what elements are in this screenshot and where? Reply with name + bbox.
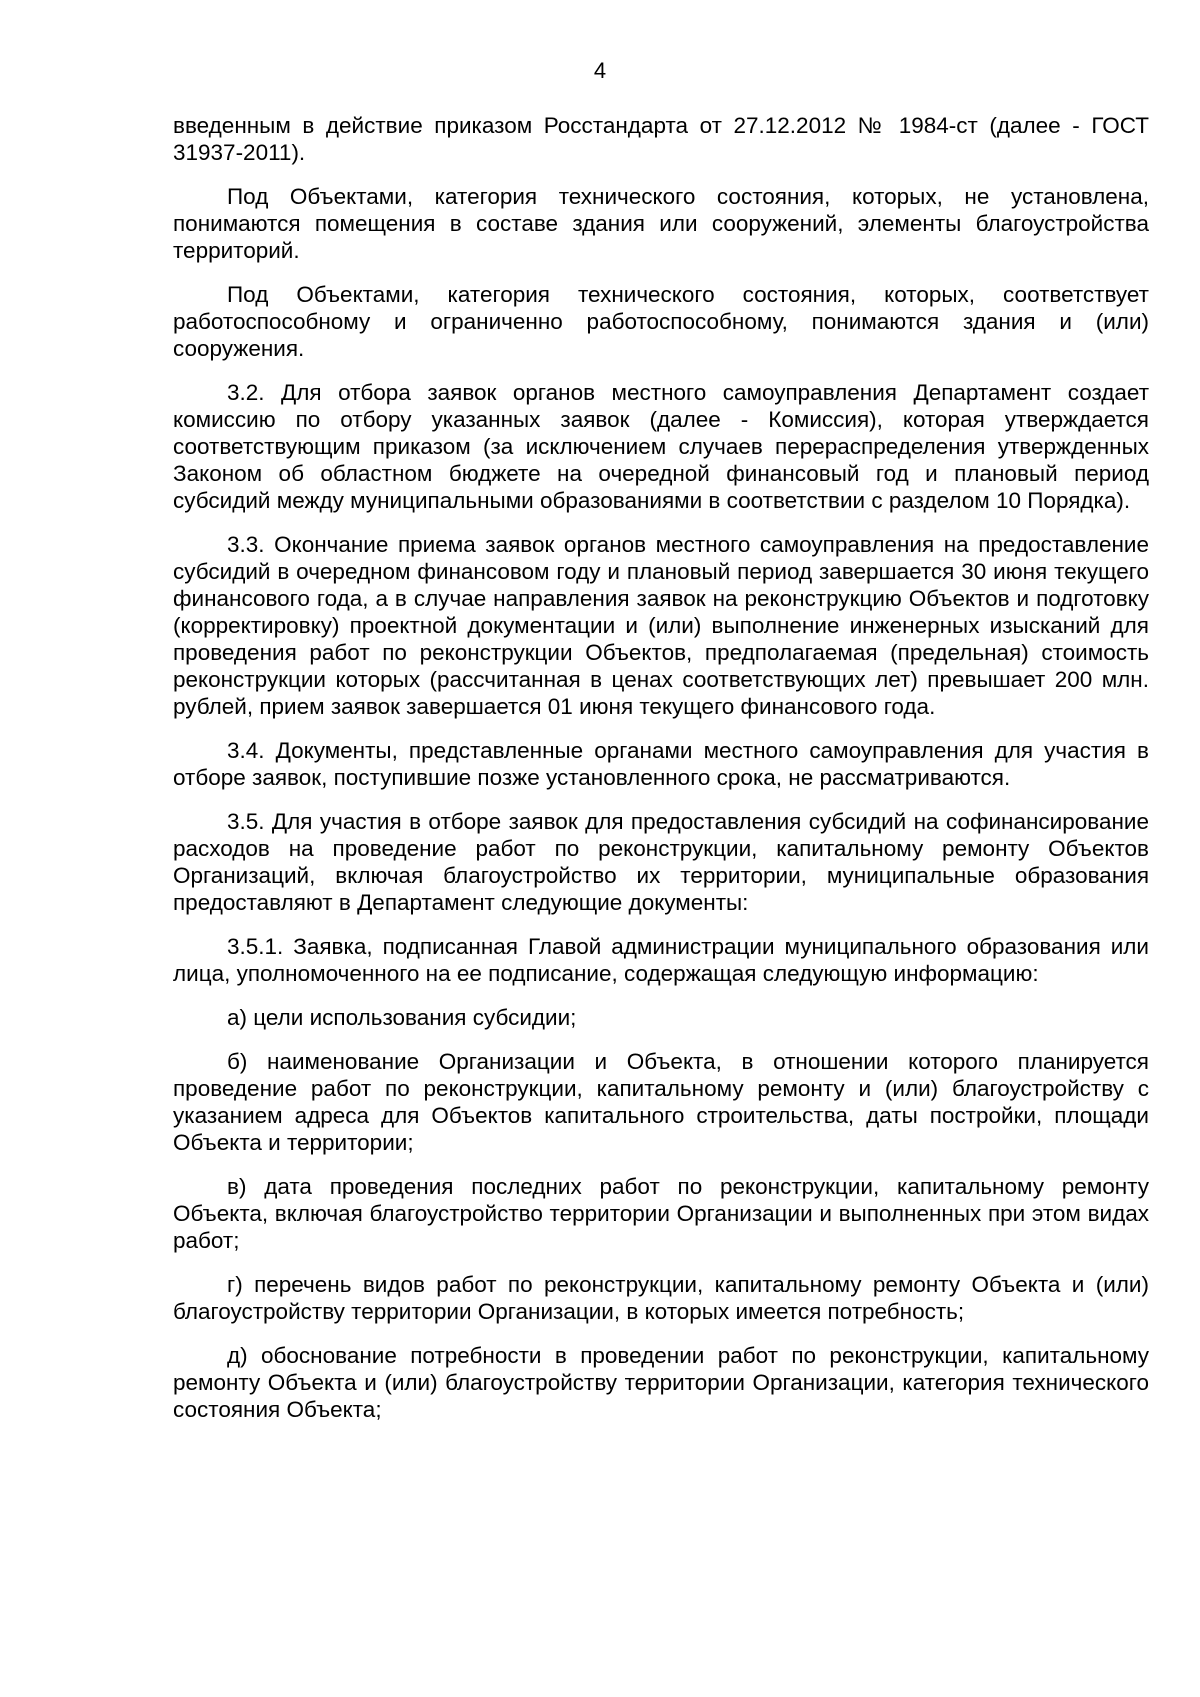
paragraph-3-4: 3.4. Документы, представленные органами местного самоуправления для участия в отборе заявок, поступившие позже установленного срока, не рассматриваются.: [173, 738, 1149, 790]
list-item-g: г) перечень видов работ по реконструкции, капитальному ремонту Объекта и (или) благоустройству территории Организации, в которых имеется потребность;: [173, 1272, 1149, 1324]
list-item-b: б) наименование Организации и Объекта, в отношении которого планируется проведение работ по реконструкции, капитальному ремонту и (или) благоустройству с указанием адреса для Объектов капитального строительства, даты постройки, площади Объекта и территории;: [173, 1049, 1149, 1155]
paragraph-objects-category-operable: Под Объектами, категория технического состояния, которых, соответствует работоспособному и ограниченно работоспособному, понимаются здания и (или) сооружения.: [173, 282, 1149, 361]
paragraph-3-5-1: 3.5.1. Заявка, подписанная Главой администрации муниципального образования или лица, уполномоченного на ее подписание, содержащая следующую информацию:: [173, 934, 1149, 986]
list-item-v: в) дата проведения последних работ по реконструкции, капитальному ремонту Объекта, включая благоустройство территории Организации и выполненных при этом видах работ;: [173, 1174, 1149, 1253]
paragraph-3-3: 3.3. Окончание приема заявок органов местного самоуправления на предоставление субсидий в очередном финансовом году и плановый период завершается 30 июня текущего финансового года, а в случае направления заявок на реконструкцию Объектов и подготовку (корректировку) проектной документации и (или) выполнение инженерных изысканий для проведения работ по реконструкции Объектов, предполагаемая (предельная) стоимость реконструкции которых (рассчитанная в ценах соответствующих лет) превышает 200 млн. рублей, прием заявок завершается 01 июня текущего финансового года.: [173, 532, 1149, 719]
paragraph-3-2: 3.2. Для отбора заявок органов местного самоуправления Департамент создает комиссию по отбору указанных заявок (далее - Комиссия), которая утверждается соответствующим приказом (за исключением случаев перераспределения утвержденных Законом об областном бюджете на очередной финансовый год и плановый период субсидий между муниципальными образованиями в соответствии с разделом 10 Порядка).: [173, 380, 1149, 513]
page-number: 4: [593, 58, 607, 83]
paragraph-gost-reference: введенным в действие приказом Росстандарта от 27.12.2012 № 1984-ст (далее - ГОСТ 31937-2011).: [173, 113, 1149, 165]
paragraph-3-5: 3.5. Для участия в отборе заявок для предоставления субсидий на софинансирование расходов на проведение работ по реконструкции, капитальному ремонту Объектов Организаций, включая благоустройство их территории, муниципальные образования предоставляют в Департамент следующие документы:: [173, 809, 1149, 915]
paragraph-objects-category-not-set: Под Объектами, категория технического состояния, которых, не установлена, понимаются помещения в составе здания или сооружений, элементы благоустройства территорий.: [173, 184, 1149, 263]
list-item-d: д) обоснование потребности в проведении работ по реконструкции, капитальному ремонту Объекта и (или) благоустройству территории Организации, категория технического состояния Объекта;: [173, 1343, 1149, 1422]
list-item-a: а) цели использования субсидии;: [227, 1005, 577, 1030]
document-body: [173, 112, 1149, 1440]
